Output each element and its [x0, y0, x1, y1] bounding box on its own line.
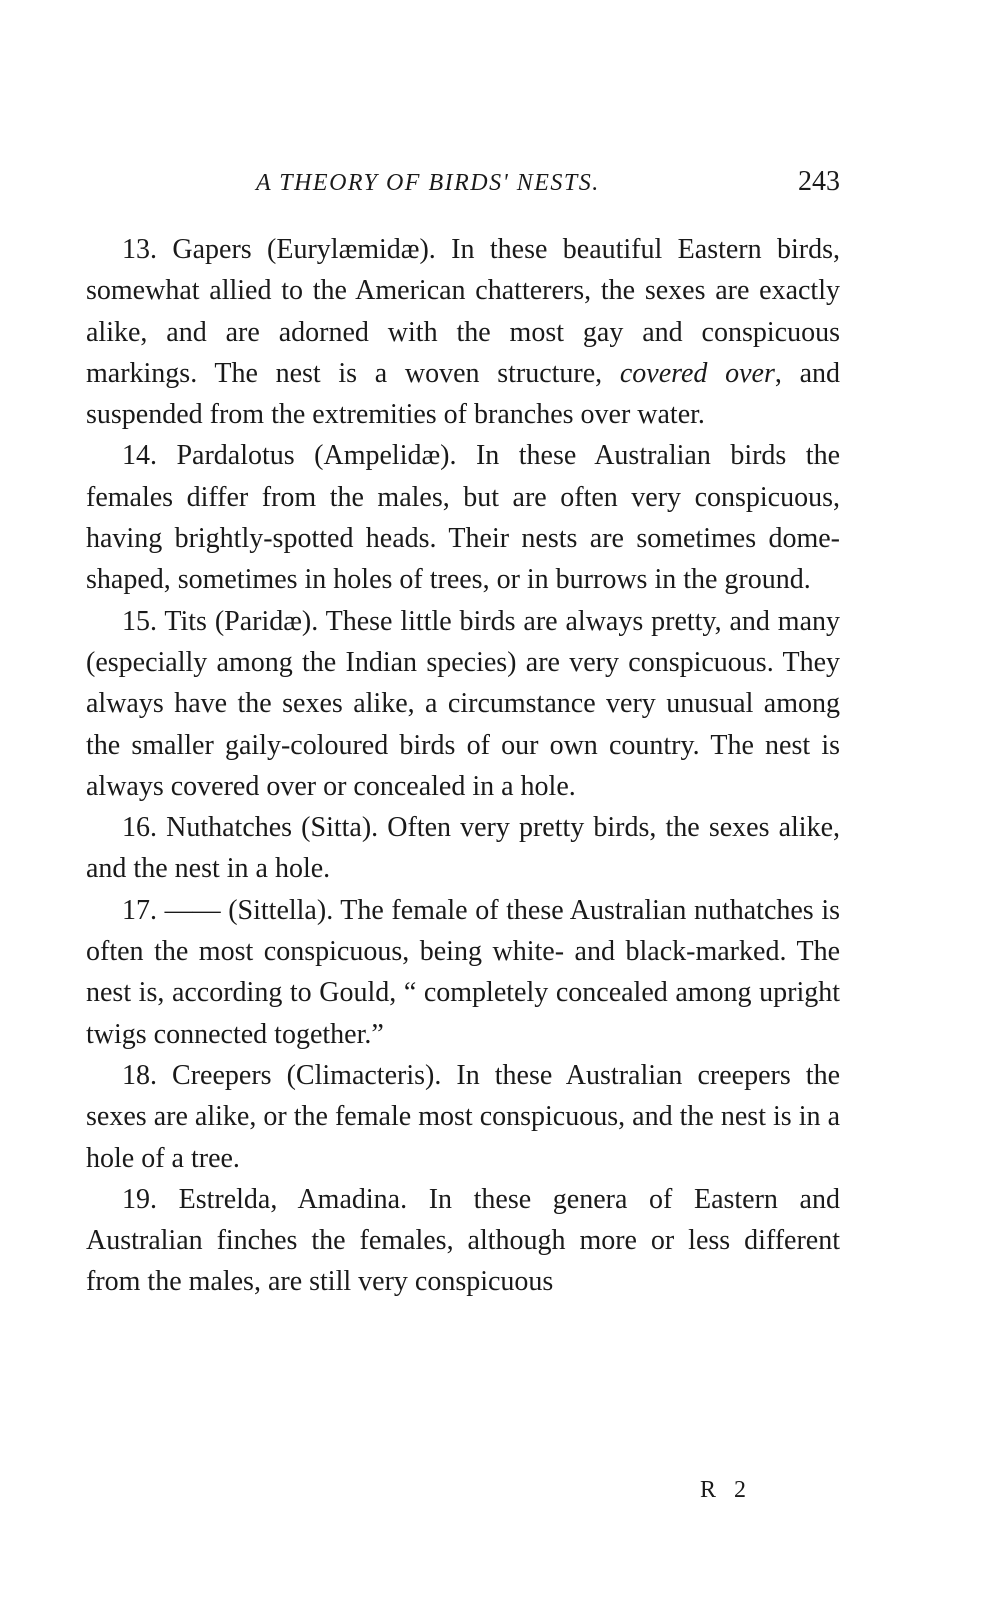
- running-title: A THEORY OF BIRDS' NESTS.: [256, 170, 600, 196]
- paragraph-sittella: 17. —— (Sittella). The female of these Australian nuthatches is often the most conspicuous, being white- and black-marked. The nest is, according to Gould, “ completely concealed among upright twigs connected together.”: [86, 894, 840, 1050]
- italic-emphasis: covered over: [619, 357, 775, 389]
- paragraph-pardalotus: 14. Pardalotus (Ampelidæ). In these Australian birds the females differ from the males, but are often very conspicuous, having brightly-spotted heads. Their nests are sometimes dome-shaped, sometimes in holes of trees, or in burrows in the ground.: [86, 440, 840, 596]
- paragraph-tits: 15. Tits (Paridæ). These little birds are always pretty, and many (especially among the Indian species) are very conspicuous. They always have the sexes alike, a circumstance very unusual among the smaller gaily-coloured birds of our own country. The nest is always covered over or concealed in a hole.: [86, 605, 840, 802]
- paragraph-text: 13. Gapers (Eurylæmidæ). In these beautiful Eastern birds, somewhat allied to the American chatterers, the sexes are exactly alike, and are adorned with the most gay and conspicuous markings. The nest is a woven structure,: [86, 234, 840, 389]
- paragraph-text: , and suspended from the extremities of branches over water.: [86, 357, 840, 431]
- body-text: [86, 229, 840, 1303]
- paragraph-gapers: [86, 229, 840, 435]
- paragraph-nuthatches: 16. Nuthatches (Sitta). Often very pretty birds, the sexes alike, and the nest in a hole.: [86, 812, 840, 885]
- paragraph-creepers: 18. Creepers (Climacteris). In these Australian creepers the sexes are alike, or the female most conspicuous, and the nest is in a hole of a tree.: [86, 1059, 840, 1174]
- running-head: [86, 166, 840, 206]
- signature-mark: R 2: [700, 1477, 753, 1503]
- paragraph-estrelda: 19. Estrelda, Amadina. In these genera of Eastern and Australian finches the females, although more or less different from the males, are still very conspicuous: [86, 1183, 840, 1298]
- page-number: 243: [798, 166, 840, 197]
